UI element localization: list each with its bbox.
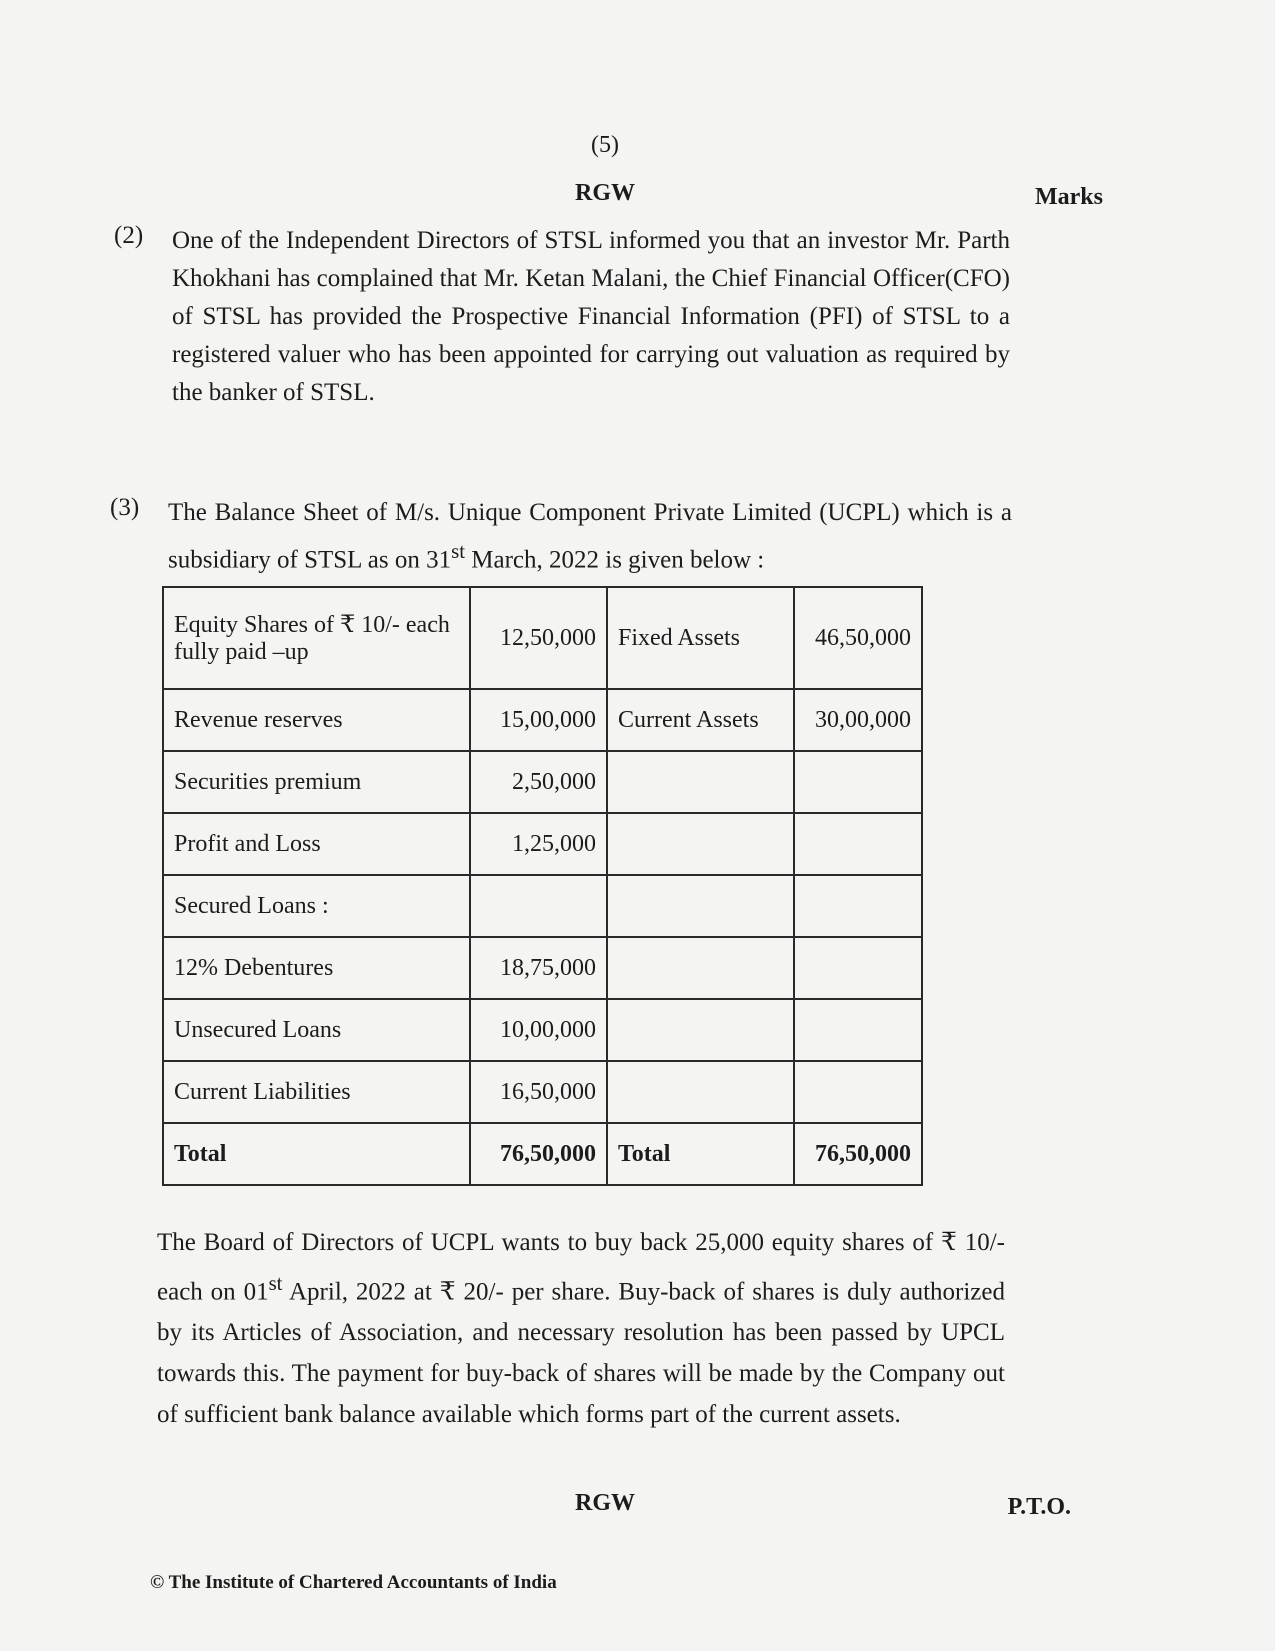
liability-amount-cell: 12,50,000 <box>470 587 607 689</box>
paper-code-footer: RGW <box>575 1490 635 1516</box>
asset-cell <box>607 999 794 1061</box>
asset-cell <box>607 1061 794 1123</box>
question-2-text: One of the Independent Directors of STSL informed you that an investor Mr. Parth Khokhani has complained that Mr. Ketan Malani, the Chief Financial Officer(CFO) of STSL has provided the Prospective Financial Information (PFI) of STSL to a registered valuer who has been appointed for carrying out valuation as required by the banker of STSL. <box>172 227 1010 406</box>
asset-amount-cell <box>794 937 922 999</box>
page-number: (5) <box>591 132 619 158</box>
liability-cell: Equity Shares of ₹ 10/- each fully paid –up <box>163 587 470 689</box>
liability-cell: Revenue reserves <box>163 689 470 751</box>
asset-amount-cell <box>794 999 922 1061</box>
liability-cell: Unsecured Loans <box>163 999 470 1061</box>
table-row <box>163 999 922 1061</box>
buyback-paragraph: The Board of Directors of UCPL wants to buy back 25,000 equity shares of ₹ 10/- each on 01st April, 2022 at ₹ 20/- per share. Buy-back of shares is duly authorized by its Articles of Association, and necessary resolution has been passed by UPCL towards this. The payment for buy-back of shares will be made by the Company out of sufficient bank balance available which forms part of the current assets. <box>157 1229 1005 1429</box>
asset-cell: Total <box>607 1123 794 1185</box>
superscript: st <box>451 539 465 563</box>
table-row <box>163 587 922 689</box>
liability-cell: Total <box>163 1123 470 1185</box>
table-row <box>163 689 922 751</box>
liability-cell: Secured Loans : <box>163 875 470 937</box>
liability-amount-cell: 1,25,000 <box>470 813 607 875</box>
liability-amount-cell: 2,50,000 <box>470 751 607 813</box>
asset-cell <box>607 875 794 937</box>
asset-amount-cell: 76,50,000 <box>794 1123 922 1185</box>
liability-amount-cell: 15,00,000 <box>470 689 607 751</box>
question-3-number: (3) <box>110 494 140 521</box>
table-row <box>163 813 922 875</box>
question-3-intro: The Balance Sheet of M/s. Unique Component Private Limited (UCPL) which is a subsidiary of STSL as on 31st March, 2022 is given below : <box>168 499 1012 574</box>
asset-cell <box>607 937 794 999</box>
pto-label: P.T.O. <box>1007 1494 1071 1520</box>
liability-amount-cell: 18,75,000 <box>470 937 607 999</box>
asset-cell <box>607 751 794 813</box>
asset-amount-cell: 30,00,000 <box>794 689 922 751</box>
liability-amount-cell: 76,50,000 <box>470 1123 607 1185</box>
asset-cell <box>607 813 794 875</box>
marks-label: Marks <box>1035 184 1103 210</box>
liability-cell: Current Liabilities <box>163 1061 470 1123</box>
table-row <box>163 751 922 813</box>
asset-amount-cell <box>794 813 922 875</box>
liability-cell: Securities premium <box>163 751 470 813</box>
asset-amount-cell: 46,50,000 <box>794 587 922 689</box>
asset-cell: Current Assets <box>607 689 794 751</box>
liability-amount-cell: 16,50,000 <box>470 1061 607 1123</box>
balance-sheet-table <box>162 586 923 1186</box>
asset-amount-cell <box>794 1061 922 1123</box>
table-row <box>163 1061 922 1123</box>
liability-amount-cell: 10,00,000 <box>470 999 607 1061</box>
liability-amount-cell <box>470 875 607 937</box>
asset-amount-cell <box>794 875 922 937</box>
paper-code: RGW <box>575 180 635 206</box>
liability-cell: Profit and Loss <box>163 813 470 875</box>
asset-cell: Fixed Assets <box>607 587 794 689</box>
table-row <box>163 875 922 937</box>
liability-cell: 12% Debentures <box>163 937 470 999</box>
total-row <box>163 1123 922 1185</box>
asset-amount-cell <box>794 751 922 813</box>
superscript: st <box>268 1271 283 1295</box>
question-2-number: (2) <box>114 222 144 249</box>
copyright-notice: © The Institute of Chartered Accountants of India <box>150 1572 557 1593</box>
table-row <box>163 937 922 999</box>
